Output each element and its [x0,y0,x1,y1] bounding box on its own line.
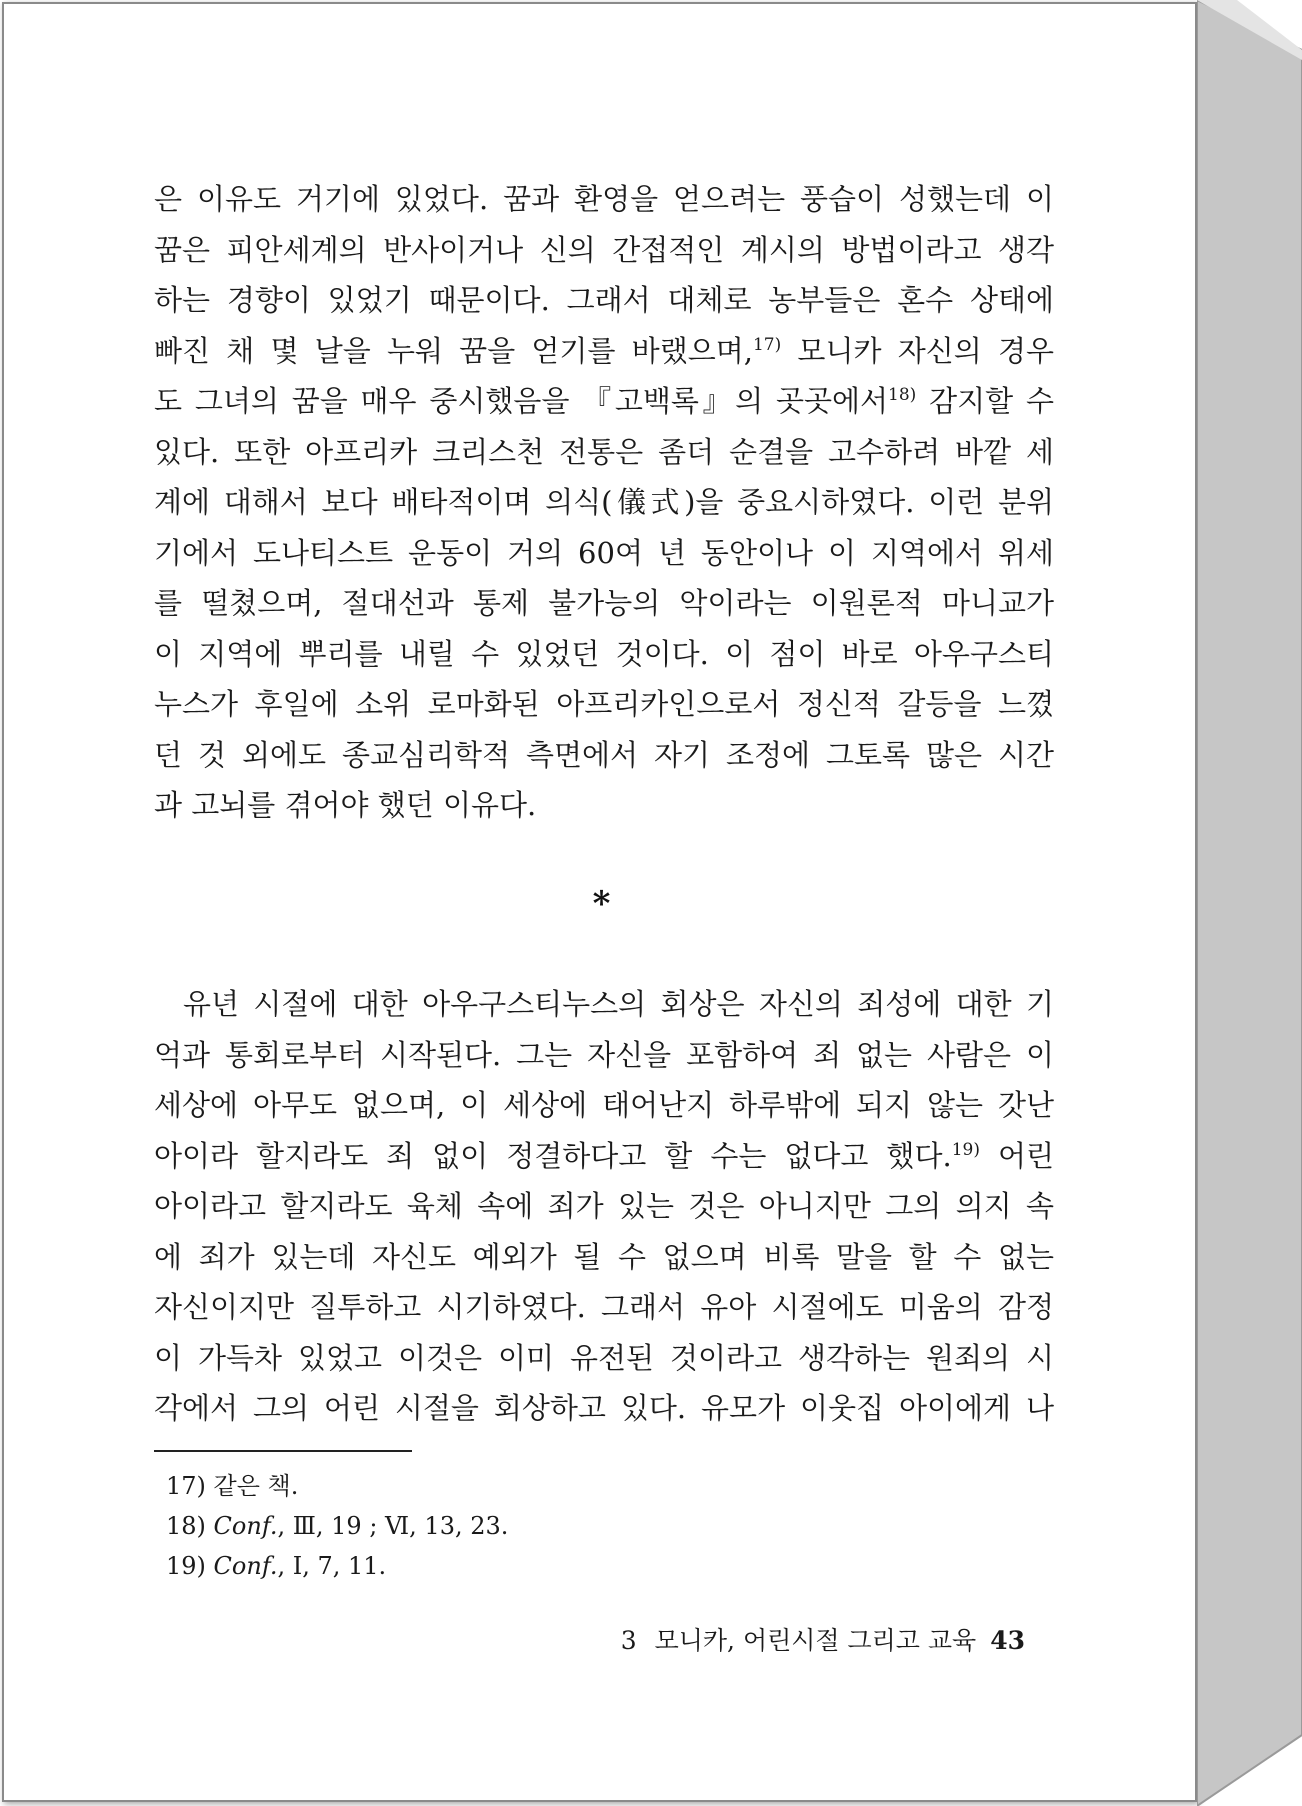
book-spine [1197,0,1302,1806]
text-line: 도 그녀의 꿈을 매우 중시했음을 『고백록』의 곳곳에서$^{18)}$ 감지할 수 [154,384,1054,418]
footnote-ref: 18) [888,385,917,405]
text-line: 아이라 할지라도 죄 없이 정결하다고 할 수는 없다고 했다.$^{19)}$ 어린 [154,1138,1054,1173]
paragraph-2 [154,979,1054,1434]
text-line: 세상에 아무도 없으며, 이 세상에 태어난지 하루밖에 되지 않는 갓난 [154,1088,1054,1122]
footnote-ref: 17) [752,334,782,355]
paragraph-1 [154,174,1054,831]
text-line: 에 죄가 있는데 자신도 예외가 될 수 없으며 비록 말을 할 수 없는 [154,1239,1054,1274]
footnote-18: 18) Conf., Ⅲ, 19 ; Ⅵ, 13, 23. [166,1512,509,1540]
section-separator: * [592,884,611,924]
text-line: 이 지역에 뿌리를 내릴 수 있었던 것이다. 이 점이 바로 아우구스티 [154,636,1054,671]
footnote-ref: 19) [951,1139,980,1160]
text-line: 빠진 채 몇 날을 누워 꿈을 얻기를 바랬으며,$^{17)}$ 모니카 자신의 경우 [154,333,1054,368]
footnote-17: 17) 같은 책. [166,1472,299,1500]
text-line: 를 떨쳤으며, 절대선과 통제 불가능의 악이라는 이원론적 마니교가 [154,586,1054,620]
text-line: 누스가 후일에 소위 로마화된 아프리카인으로서 정신적 갈등을 느꼈 [154,687,1054,721]
footnotes [166,1466,508,1586]
text-line: 이 가득차 있었고 이것은 이미 유전된 것이라고 생각하는 원죄의 시 [154,1340,1054,1375]
footnote-divider [154,1450,412,1452]
page-number: 43 [990,1626,1025,1655]
text-line: 아이라고 할지라도 육체 속에 죄가 있는 것은 아니지만 그의 의지 속 [154,1189,1054,1223]
text-line: 있다. 또한 아프리카 크리스천 전통은 좀더 순결을 고수하려 바깥 세 [154,434,1054,469]
text-line: 자신이지만 질투하고 시기하였다. 그래서 유아 시절에도 미움의 감정 [154,1290,1054,1324]
text-line: 꿈은 피안세계의 반사이거나 신의 간접적인 계시의 방법이라고 생각 [154,232,1054,267]
footnote-19: 19) Conf., Ⅰ, 7, 11. [166,1552,387,1580]
text-line: 던 것 외에도 종교심리학적 측면에서 자기 조정에 그토록 많은 시간 [154,737,1054,772]
text-line: 과 고뇌를 겪어야 했던 이유다. [154,788,537,822]
text-line: 은 이유도 거기에 있었다. 꿈과 환영을 얻으려는 풍습이 성했는데 이 [154,182,1054,216]
text-line: 하는 경향이 있었기 때문이다. 그래서 대체로 농부들은 혼수 상태에 [154,283,1054,317]
text-line: 기에서 도나티스트 운동이 거의 60여 년 동안이나 이 지역에서 위세 [154,535,1054,570]
text-line: 계에 대해서 보다 배타적이며 의식(儀式)을 중요시하였다. 이런 분위 [154,485,1054,519]
running-footer [621,1621,1025,1657]
text-line: 억과 통회로부터 시작된다. 그는 자신을 포함하여 죄 없는 사람은 이 [154,1037,1054,1072]
chapter-title: 모니카, 어린시절 그리고 교육 [654,1626,977,1655]
text-line: 각에서 그의 어린 시절을 회상하고 있다. 유모가 이웃집 아이에게 나 [154,1391,1054,1425]
book-page [2,2,1197,1802]
chapter-number: 3 [620,1626,637,1655]
text-line: 유년 시절에 대한 아우구스티누스의 회상은 자신의 죄성에 대한 기 [183,987,1054,1021]
